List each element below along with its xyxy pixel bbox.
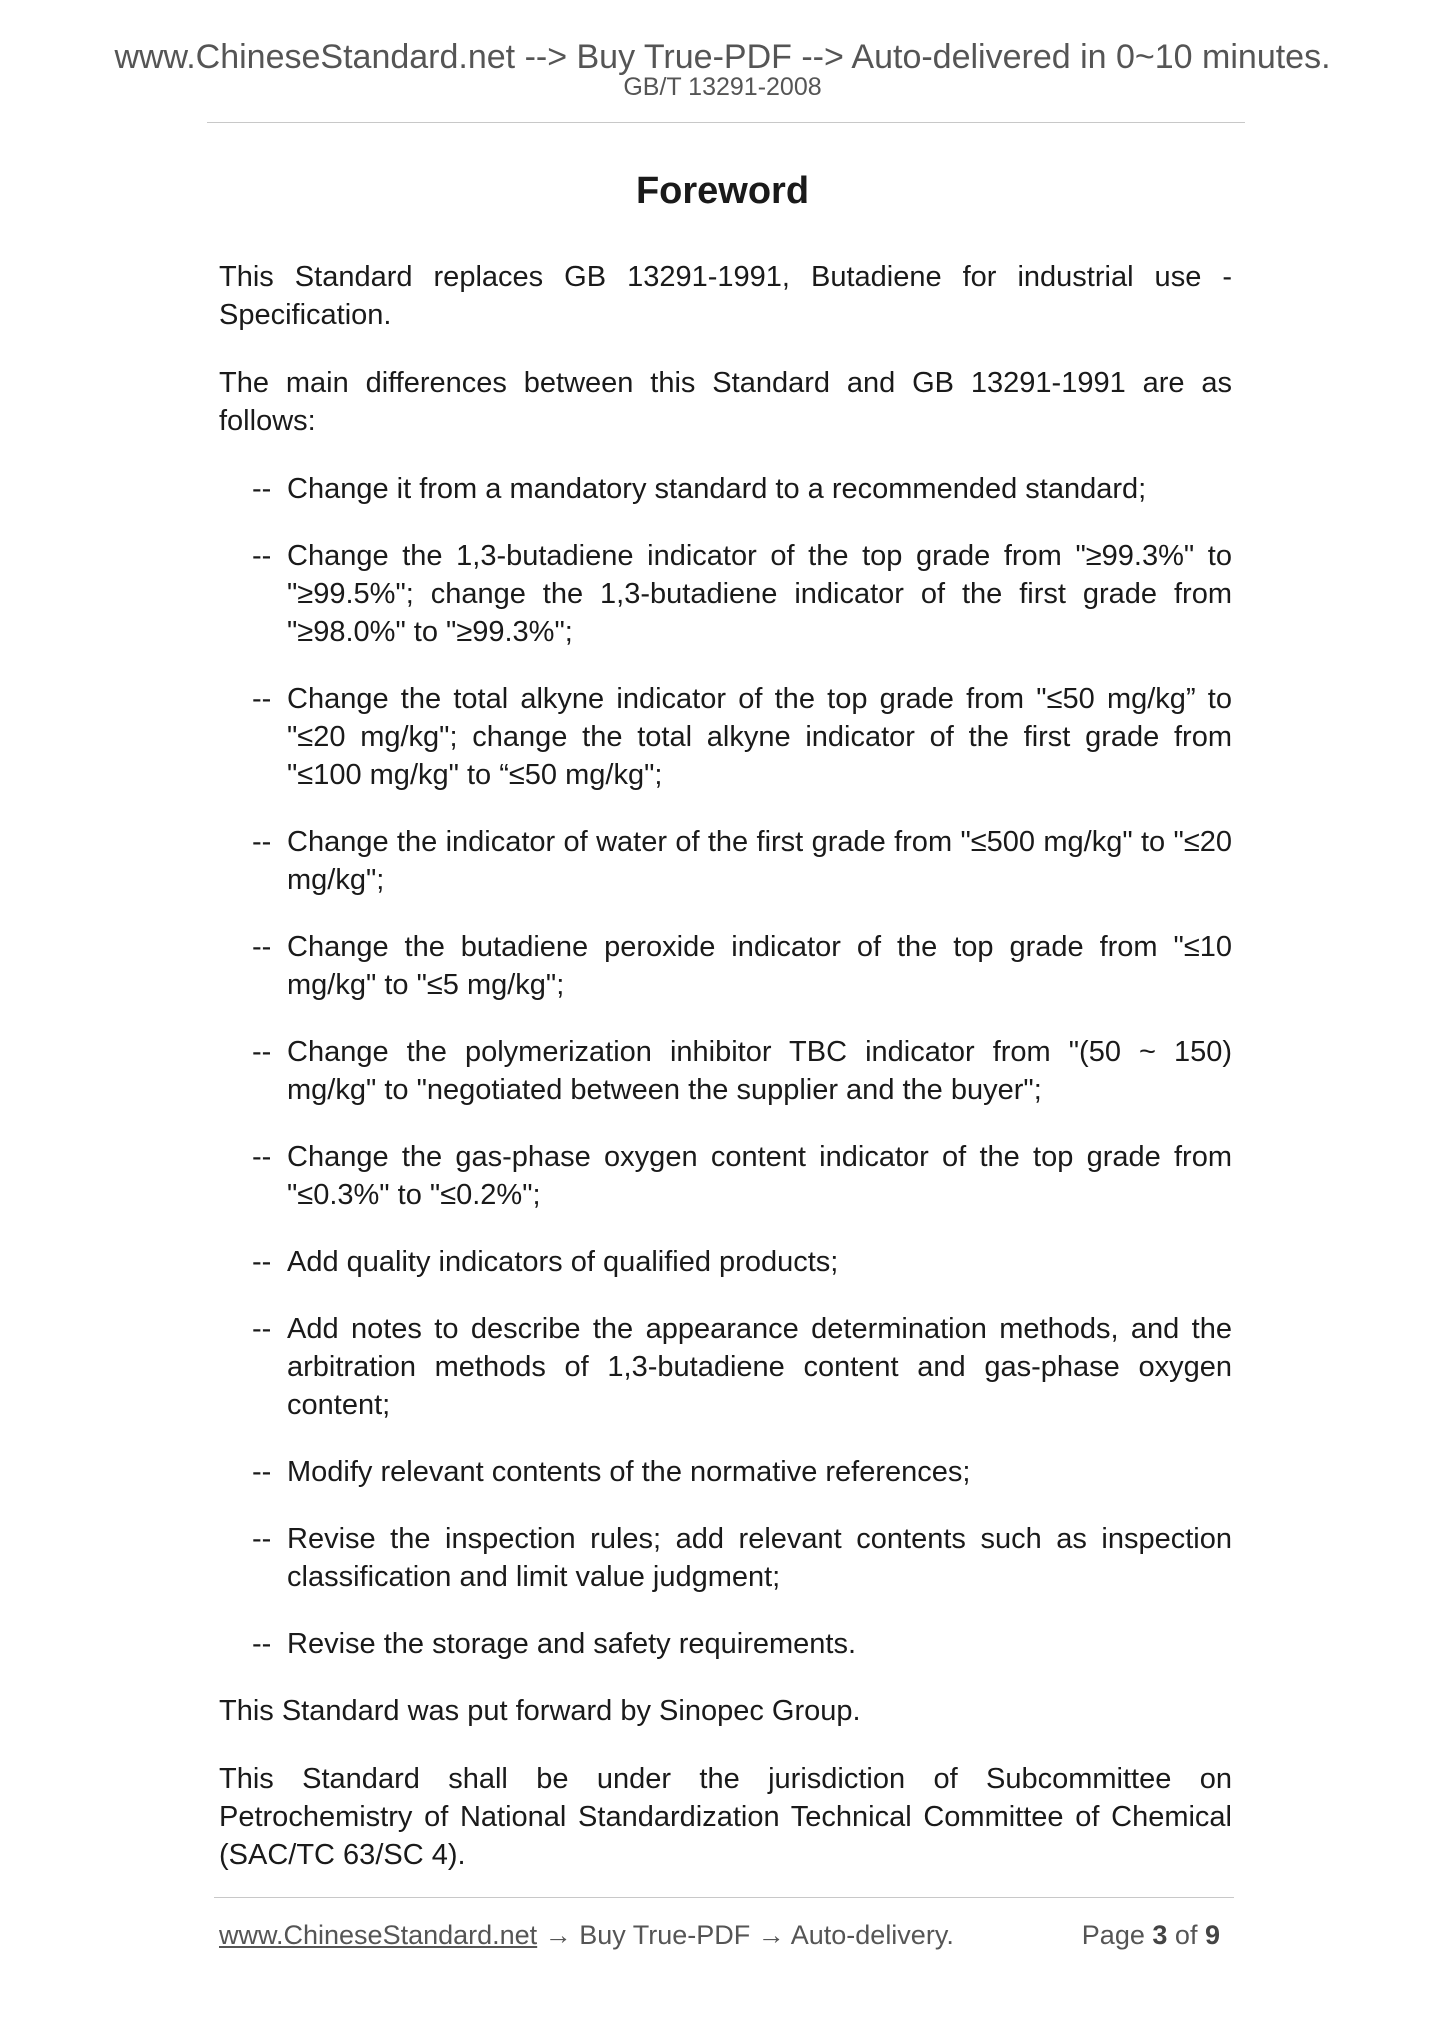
change-list-item	[252, 1453, 1232, 1491]
change-text: Change the polymerization inhibitor TBC indicator from "(50 ~ 150) mg/kg" to "negotiated between the supplier and the buyer";	[287, 1036, 1232, 1106]
page-title: Foreword	[635, 170, 810, 212]
change-text: Revise the storage and safety requirements.	[287, 1628, 857, 1660]
list-dash: --	[252, 1246, 272, 1278]
top-banner: www.ChineseStandard.net --> Buy True-PDF --> Auto-delivered in 0~10 minutes.	[114, 38, 1331, 76]
change-list-item	[252, 470, 1232, 508]
document-id: GB/T 13291-2008	[623, 73, 822, 101]
list-dash: --	[252, 931, 272, 963]
change-text: Change the indicator of water of the first grade from "≤500 mg/kg" to "≤20 mg/kg";	[287, 826, 1232, 896]
intro-paragraph: The main differences between this Standard and GB 13291-1991 are as follows:	[219, 367, 1232, 437]
header-divider	[207, 122, 1245, 123]
footer-divider	[214, 1897, 1234, 1898]
change-list-item	[252, 1138, 1232, 1214]
page-number	[1082, 1920, 1220, 1951]
change-list-item	[252, 537, 1232, 651]
list-dash: --	[252, 540, 272, 572]
change-text: Change the total alkyne indicator of the top grade from "≤50 mg/kg” to "≤20 mg/kg"; change the total alkyne indicator of the first grade from "≤100 mg/kg" to “≤50 mg/kg";	[287, 683, 1232, 791]
intro-paragraph: This Standard replaces GB 13291-1991, Butadiene for industrial use - Specification.	[219, 261, 1232, 331]
closing-paragraph: This Standard shall be under the jurisdiction of Subcommittee on Petrochemistry of National Standardization Technical Committee of Chemical (SAC/TC 63/SC 4).	[219, 1763, 1232, 1871]
footer-site-link[interactable]: www.ChineseStandard.net	[219, 1920, 538, 1950]
page-total: 9	[1204, 1920, 1220, 1950]
change-text: Change the gas-phase oxygen content indicator of the top grade from "≤0.3%" to "≤0.2%";	[287, 1141, 1232, 1211]
change-text: Change the 1,3-butadiene indicator of the top grade from "≥99.3%" to "≥99.5%"; change the 1,3-butadiene indicator of the first grade from "≥98.0%" to "≥99.3%";	[287, 540, 1232, 648]
list-dash: --	[252, 683, 272, 715]
change-list-item	[252, 680, 1232, 794]
foreword-body	[219, 258, 1232, 1904]
change-text: Add notes to describe the appearance determination methods, and the arbitration methods of 1,3-butadiene content and gas-phase oxygen content;	[287, 1313, 1232, 1421]
change-list-item	[252, 1033, 1232, 1109]
change-text: Revise the inspection rules; add relevant contents such as inspection classification and limit value judgment;	[287, 1523, 1232, 1593]
closing-paragraph: This Standard was put forward by Sinopec Group.	[219, 1695, 861, 1727]
change-list-item	[252, 1625, 1232, 1663]
footer-trail-text: → Buy True-PDF → Auto-delivery.	[537, 1920, 954, 1950]
change-list-item	[252, 1310, 1232, 1424]
change-text: Modify relevant contents of the normative references;	[287, 1456, 971, 1488]
page-current: 3	[1152, 1920, 1168, 1950]
list-dash: --	[252, 1141, 272, 1173]
list-dash: --	[252, 826, 272, 858]
list-dash: --	[252, 1036, 272, 1068]
change-list-item	[252, 1520, 1232, 1596]
list-dash: --	[252, 1628, 272, 1660]
page-of-label: of	[1174, 1920, 1198, 1950]
change-text: Add quality indicators of qualified products;	[287, 1246, 839, 1278]
page-label: Page	[1081, 1920, 1145, 1950]
list-dash: --	[252, 473, 272, 505]
change-list-item	[252, 928, 1232, 1004]
list-dash: --	[252, 1313, 272, 1345]
change-text: Change it from a mandatory standard to a recommended standard;	[287, 473, 1147, 505]
list-dash: --	[252, 1456, 272, 1488]
footer-links	[219, 1920, 954, 1951]
change-list-item	[252, 1243, 1232, 1281]
list-dash: --	[252, 1523, 272, 1555]
change-text: Change the butadiene peroxide indicator of the top grade from "≤10 mg/kg" to "≤5 mg/kg";	[287, 931, 1232, 1001]
change-list-item	[252, 823, 1232, 899]
